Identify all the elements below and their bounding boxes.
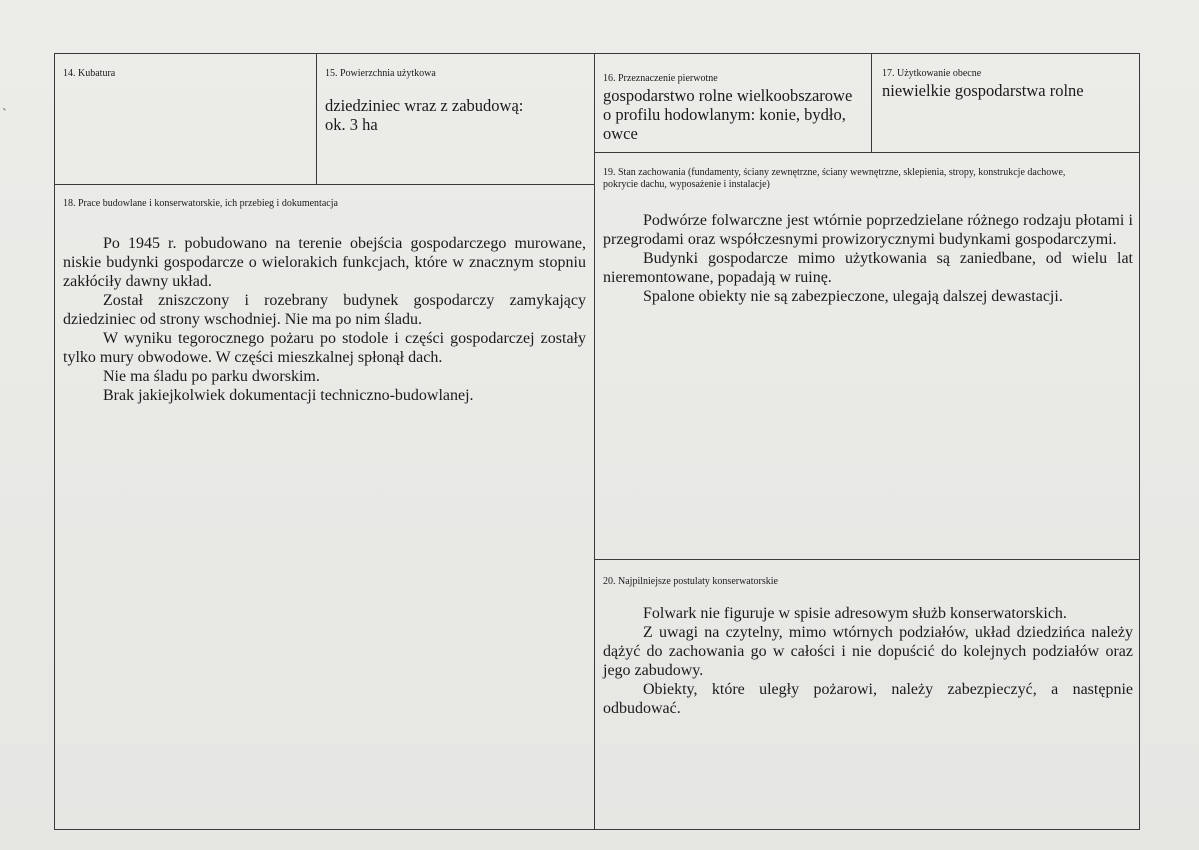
- cell-prace-budowlane: [63, 198, 586, 818]
- form-grid: [54, 53, 1140, 830]
- stan-zachowania-label-line1: 19. Stan zachowania (fundamenty, ściany zewnętrzne, ściany wewnętrzne, sklepienia, stropy, konstrukcje dachowe,: [603, 167, 1066, 178]
- postulaty-paragraph: Z uwagi na czytelny, mimo wtórnych podziałów, układ dziedzińca należy dążyć do zachowania go w całości i nie dopuścić do kolejnych podziałów oraz jego zabudowy.: [603, 624, 1133, 679]
- powierzchnia-label: 15. Powierzchnia użytkowa: [325, 68, 436, 79]
- cell-postulaty-konserwatorskie: [603, 576, 1133, 821]
- kubatura-label: 14. Kubatura: [63, 68, 116, 79]
- cell-kubatura: [63, 68, 311, 178]
- przeznaczenie-label: 16. Przeznaczenie pierwotne: [603, 73, 718, 84]
- uzytkowanie-label: 17. Użytkowanie obecne: [882, 68, 982, 79]
- cell-przeznaczenie-pierwotne: [603, 73, 868, 151]
- powierzchnia-value-line2: ok. 3 ha: [325, 115, 378, 134]
- powierzchnia-value-line1: dziedziniec wraz z zabudową:: [325, 96, 524, 115]
- postulaty-paragraph: Folwark nie figuruje w spisie adresowym służb konserwatorskich.: [643, 605, 1067, 622]
- stan-paragraph: Budynki gospodarcze mimo użytkowania są zaniedbane, od wielu lat nieremontowane, popadają w ruinę.: [603, 250, 1133, 286]
- przeznaczenie-value-line2: o profilu hodowlanym: konie, bydło,: [603, 105, 846, 124]
- cell-uzytkowanie-obecne: [882, 68, 1137, 148]
- przeznaczenie-value-line1: gospodarstwo rolne wielkoobszarowe: [603, 86, 853, 105]
- stan-paragraph: Spalone obiekty nie są zabezpieczone, ulegają dalszej dewastacji.: [643, 288, 1063, 305]
- cell-stan-zachowania: [603, 167, 1133, 552]
- prace-paragraph: Nie ma śladu po parku dworskim.: [103, 368, 320, 385]
- cell-powierzchnia-uzytkowa: [325, 68, 587, 178]
- uzytkowanie-value: niewielkie gospodarstwa rolne: [882, 81, 1084, 100]
- prace-paragraph: Po 1945 r. pobudowano na terenie obejścia gospodarczego murowane, niskie budynki gospodarcze o wielorakich funkcjach, które w znacznym stopniu zakłóciły dawny układ.: [63, 235, 586, 290]
- postulaty-paragraph: Obiekty, które uległy pożarowi, należy zabezpieczyć, a następnie odbudować.: [603, 681, 1133, 717]
- stan-zachowania-label-line2: pokrycie dachu, wyposażenie i instalacje): [603, 179, 770, 190]
- prace-paragraph: W wyniku tegorocznego pożaru po stodole i części gospodarczej zostały tylko mury obwodowe. W części mieszkalnej spłonął dach.: [63, 330, 586, 366]
- margin-tick-mark: `: [2, 107, 7, 122]
- prace-paragraph: Został zniszczony i rozebrany budynek gospodarczy zamykający dziedziniec od strony wschodniej. Nie ma po nim śladu.: [63, 292, 586, 328]
- stan-paragraph: Podwórze folwarczne jest wtórnie poprzedzielane różnego rodzaju płotami i przegrodami oraz współczesnymi prowizorycznymi budynkami gospodarczymi.: [603, 212, 1133, 248]
- postulaty-label: 20. Najpilniejsze postulaty konserwatorskie: [603, 576, 778, 587]
- prace-budowlane-label: 18. Prace budowlane i konserwatorskie, ich przebieg i dokumentacja: [63, 198, 338, 209]
- prace-paragraph: Brak jakiejkolwiek dokumentacji techniczno-budowlanej.: [103, 387, 474, 404]
- przeznaczenie-value-line3: owce: [603, 124, 638, 143]
